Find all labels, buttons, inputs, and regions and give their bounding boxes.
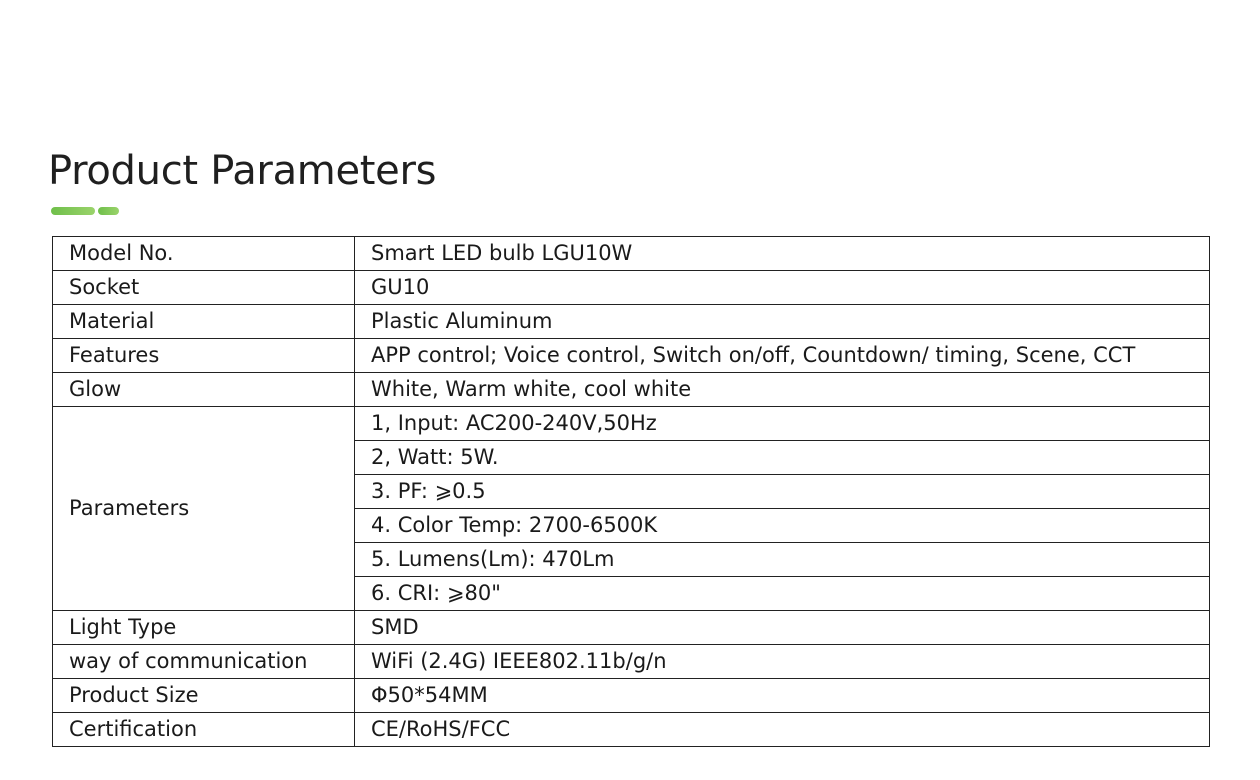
- product-parameters-table-body: [53, 237, 1210, 747]
- product-parameters-table: [52, 236, 1210, 747]
- table-row: [53, 407, 1210, 441]
- spec-label: Light Type: [53, 611, 355, 645]
- spec-value: 5. Lumens(Lm): 470Lm: [355, 543, 1210, 577]
- page-title: Product Parameters: [48, 148, 437, 194]
- table-row: [53, 713, 1210, 747]
- spec-value: 2, Watt: 5W.: [355, 441, 1210, 475]
- spec-value: Plastic Aluminum: [355, 305, 1210, 339]
- table-row: [53, 237, 1210, 271]
- spec-label: Certification: [53, 713, 355, 747]
- title-accent-bar-short: [98, 207, 119, 215]
- spec-label: Glow: [53, 373, 355, 407]
- spec-label: Parameters: [53, 407, 355, 611]
- spec-value: SMD: [355, 611, 1210, 645]
- table-row: [53, 339, 1210, 373]
- spec-value: 1, Input: AC200-240V,50Hz: [355, 407, 1210, 441]
- title-accent-bar-long: [51, 207, 95, 215]
- spec-value: APP control; Voice control, Switch on/off, Countdown/ timing, Scene, CCT: [355, 339, 1210, 373]
- spec-value: White, Warm white, cool white: [355, 373, 1210, 407]
- table-row: [53, 271, 1210, 305]
- spec-value: CE/RoHS/FCC: [355, 713, 1210, 747]
- spec-label: Socket: [53, 271, 355, 305]
- table-row: [53, 645, 1210, 679]
- spec-label: way of communication: [53, 645, 355, 679]
- spec-label: Model No.: [53, 237, 355, 271]
- spec-value: WiFi (2.4G) IEEE802.11b/g/n: [355, 645, 1210, 679]
- spec-value: 6. CRI: ⩾80": [355, 577, 1210, 611]
- spec-value: Φ50*54MM: [355, 679, 1210, 713]
- table-row: [53, 373, 1210, 407]
- table-row: [53, 679, 1210, 713]
- table-row: [53, 305, 1210, 339]
- spec-label: Material: [53, 305, 355, 339]
- spec-value: 3. PF: ⩾0.5: [355, 475, 1210, 509]
- table-row: [53, 611, 1210, 645]
- spec-label: Product Size: [53, 679, 355, 713]
- spec-label: Features: [53, 339, 355, 373]
- spec-value: Smart LED bulb LGU10W: [355, 237, 1210, 271]
- spec-value: GU10: [355, 271, 1210, 305]
- spec-value: 4. Color Temp: 2700-6500K: [355, 509, 1210, 543]
